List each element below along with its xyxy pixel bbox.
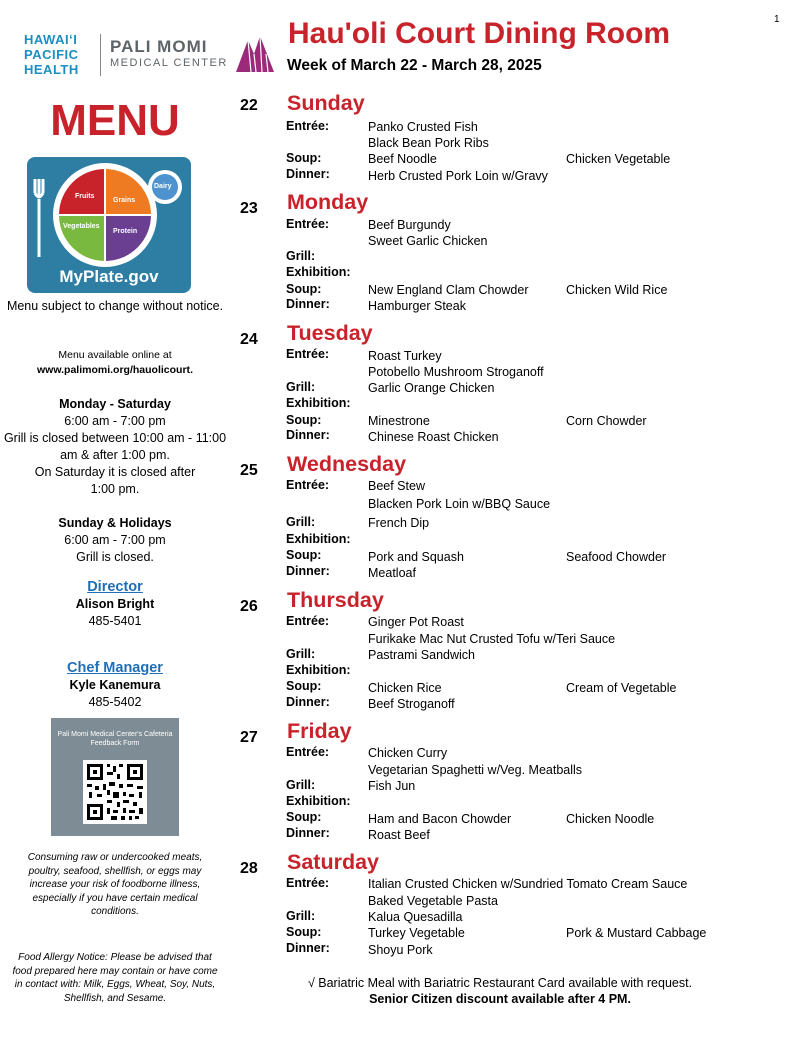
soup-label: Soup: [286,413,322,427]
grill-label: Grill: [286,380,316,394]
page-number: 1 [774,14,780,25]
day-heading-thursday: Thursday [287,588,384,612]
weekday-hours-block: Monday - Saturday 6:00 am - 7:00 pm Grill is closed between 10:00 am - 11:00 am & after 1:00 pm. On Saturday it is closed after 1:00 pm. [3,397,227,496]
qr-code-icon [83,760,147,824]
menu-item: Chicken Vegetable [566,152,671,166]
menu-item: Roast Beef [368,828,430,842]
hospital-logo [24,30,279,80]
plate-grains-label: Grains [113,197,136,204]
day-number: 22 [240,97,258,114]
medical-center-wordmark: MEDICAL CENTER [110,57,228,69]
menu-item: Baked Vegetable Pasta [368,894,498,908]
menu-item: New England Clam Chowder [368,283,529,297]
grill-label: Grill: [286,249,316,263]
day-heading-wednesday: Wednesday [287,452,407,476]
plate-protein-label: Protein [113,228,138,235]
myplate-graphic [27,157,191,293]
soup-label: Soup: [286,282,322,296]
day-number: 25 [240,462,258,479]
raw-food-notice: Consuming raw or undercooked meats, poultry, seafood, shellfish, or eggs may increase your risk of foodborne illness, especially if you have certain medical conditions. [27,852,203,917]
soup-label: Soup: [286,810,322,824]
pali-momi-mountain-icon [234,34,276,74]
myplate-label: MyPlate.gov [59,267,159,286]
menu-item: Fish Jun [368,779,416,793]
menu-item: French Dip [368,516,430,530]
dinner-label: Dinner: [286,428,330,442]
menu-item: Sweet Garlic Chicken [368,234,488,248]
menu-item: Shoyu Pork [368,943,433,957]
menu-item: Beef Stew [368,479,425,493]
change-notice: Menu subject to change without notice. [6,299,224,313]
plate-vegetables-label: Vegetables [63,223,100,230]
menu-item: Seafood Chowder [566,550,667,564]
exhibition-label: Exhibition: [286,663,351,677]
hawaii-pacific-health-wordmark: HAWAIʻI PACIFIC HEALTH [24,32,79,77]
chef-manager-block: Chef Manager Kyle Kanemura 485-5402 [0,660,230,711]
menu-item: Pork and Squash [368,550,464,564]
food-allergy-notice: Food Allergy Notice: Please be advised that food prepared here may contain or have come in contact with: Milk, Eggs, Wheat, Soy, Nuts, Shellfish, and Sesame. [12,952,218,1004]
online-notice: Menu available online at www.palimomi.org/hauolicourt. [0,348,230,378]
plate-fruits-label: Fruits [75,193,95,200]
menu-item: Roast Turkey [368,349,442,363]
menu-item: Corn Chowder [566,414,647,428]
menu-item: Chicken Wild Rice [566,283,668,297]
soup-label: Soup: [286,679,322,693]
menu-item: Panko Crusted Fish [368,120,478,134]
menu-item: Furikake Mac Nut Crusted Tofu w/Teri Sauce [368,632,616,646]
day-number: 23 [240,200,258,217]
menu-item: Cream of Vegetable [566,681,677,695]
menu-item: Pork & Mustard Cabbage [566,926,707,940]
feedback-qr-card[interactable] [51,718,179,836]
online-url-link[interactable]: www.palimomi.org/hauolicourt. [37,364,193,376]
menu-item: Potobello Mushroom Stroganoff [368,365,544,379]
day-heading-tuesday: Tuesday [287,321,373,345]
chef-manager-link[interactable]: Chef Manager [67,660,163,676]
menu-item: Herb Crusted Pork Loin w/Gravy [368,169,548,183]
feedback-form-title: Pali Momi Medical Center's Cafeteria Feedback Form [57,731,173,747]
menu-item: Blacken Pork Loin w/BBQ Sauce [368,497,551,511]
senior-discount-note: Senior Citizen discount available after 4 PM. [369,992,631,1006]
day-heading-friday: Friday [287,719,352,743]
menu-item: Chicken Noodle [566,812,655,826]
menu-item: Pastrami Sandwich [368,648,475,662]
entree-label: Entrée: [286,876,330,890]
entree-label: Entrée: [286,614,330,628]
menu-item: Chinese Roast Chicken [368,430,499,444]
entree-label: Entrée: [286,119,330,133]
exhibition-label: Exhibition: [286,265,351,279]
menu-item: Garlic Orange Chicken [368,381,495,395]
menu-item: Hamburger Steak [368,299,466,313]
director-link[interactable]: Director [87,579,143,595]
sunday-hours-block: Sunday & Holidays 6:00 am - 7:00 pm Grill is closed. [58,516,172,564]
menu-item: Chicken Curry [368,746,448,760]
day-heading-monday: Monday [287,190,369,214]
menu-item: Beef Stroganoff [368,697,455,711]
grill-label: Grill: [286,778,316,792]
menu-item: Beef Burgundy [368,218,451,232]
menu-item: Italian Crusted Chicken w/Sundried Tomato Cream Sauce [368,877,688,891]
soup-label: Soup: [286,151,322,165]
menu-item: Ham and Bacon Chowder [368,812,512,826]
dinner-label: Dinner: [286,941,330,955]
grill-label: Grill: [286,515,316,529]
grill-label: Grill: [286,909,316,923]
page-title: Hau'oli Court Dining Room [288,17,671,50]
menu-item: Turkey Vegetable [368,926,465,940]
dinner-label: Dinner: [286,297,330,311]
menu-item: Ginger Pot Roast [368,615,464,629]
exhibition-label: Exhibition: [286,794,351,808]
menu-item: Chicken Rice [368,681,442,695]
menu-item: Vegetarian Spaghetti w/Veg. Meatballs [368,763,583,777]
day-number: 24 [240,331,258,348]
dinner-label: Dinner: [286,695,330,709]
director-block: Director Alison Bright 485-5401 [0,579,230,630]
logo-divider [100,34,101,76]
menu-item: Meatloaf [368,566,416,580]
week-range: Week of March 22 - March 28, 2025 [287,57,542,74]
plate-dairy-label: Dairy [154,183,172,190]
dinner-label: Dinner: [286,167,330,181]
menu-heading: MENU [50,96,180,145]
entree-label: Entrée: [286,217,330,231]
grill-label: Grill: [286,647,316,661]
menu-item: Kalua Quesadilla [368,910,463,924]
pali-momi-wordmark: PALI MOMI [110,37,208,56]
soup-label: Soup: [286,925,322,939]
menu-item: Beef Noodle [368,152,437,166]
entree-label: Entrée: [286,478,330,492]
day-number: 27 [240,729,258,746]
exhibition-label: Exhibition: [286,396,351,410]
day-number: 26 [240,598,258,615]
exhibition-label: Exhibition: [286,532,351,546]
menu-item: Black Bean Pork Ribs [368,136,489,150]
bariatric-note: √ Bariatric Meal with Bariatric Restaurant Card available with request. [307,976,693,990]
entree-label: Entrée: [286,347,330,361]
entree-label: Entrée: [286,745,330,759]
dinner-label: Dinner: [286,826,330,840]
day-heading-sunday: Sunday [287,91,365,115]
soup-label: Soup: [286,548,322,562]
day-heading-saturday: Saturday [287,850,380,874]
dinner-label: Dinner: [286,564,330,578]
menu-item: Minestrone [368,414,430,428]
day-number: 28 [240,860,258,877]
